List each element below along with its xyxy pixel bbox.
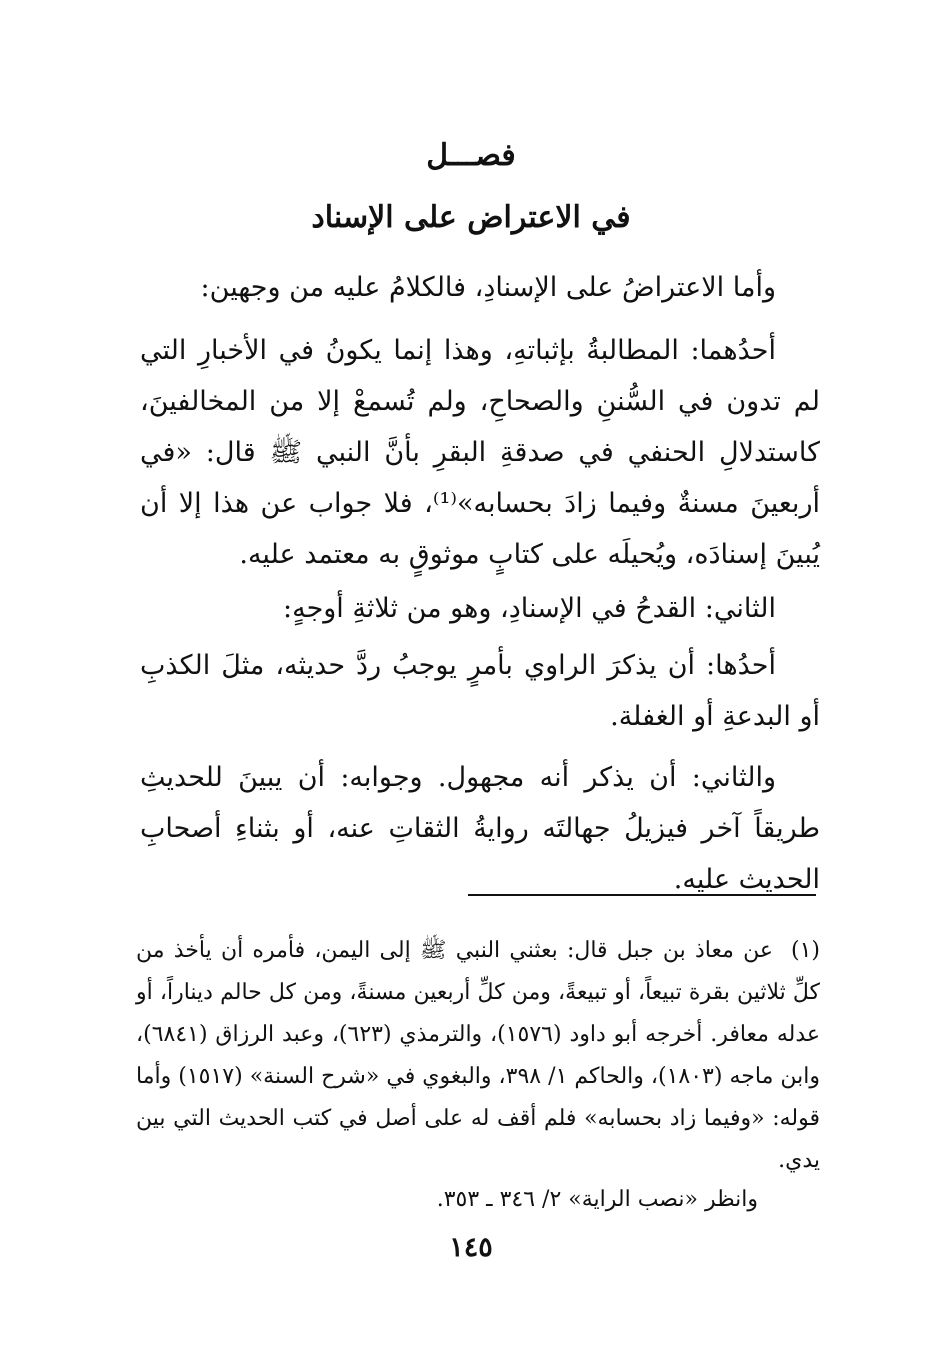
footnote-divider xyxy=(468,894,816,896)
section-heading: في الاعتراض على الإسناد xyxy=(311,200,631,235)
footnote-see-also: وانظر «نصب الراية» ٢/ ٣٤٦ ـ ٣٥٣. xyxy=(436,1187,758,1212)
chapter-heading: فصـــل xyxy=(426,138,516,173)
paragraph-first-aspect: أحدُهما: المطالبةُ بإثباتهِ، وهذا إنما يكونُ في الأخبارِ التي لم تدون في السُّننِ والصحاحِ، ولم تُسمعْ إلا من المخالفينَ، كاستدلالِ الحنفي في صدقةِ البقرِ بأنَّ النبي ﷺ قال: «في أربعينَ مسنةٌ وفيما زادَ بحسابه»⁽¹⁾، فلا جواب عن هذا إلا أن يُبينَ إسنادَه، ويُحيلَه على كتابٍ موثوقٍ به معتمد عليه. xyxy=(140,335,820,570)
paragraph-intro: وأما الاعتراضُ على الإسنادِ، فالكلامُ عليه من وجهين: xyxy=(200,272,776,303)
footnote xyxy=(136,930,820,1182)
footnote-text: عن معاذ بن جبل قال: بعثني النبي ﷺ إلى اليمن، فأمره أن يأخذ من كلِّ ثلاثين بقرة تبيعاً، أو تبيعةً، ومن كلِّ أربعين مسنةً، ومن كل حالم ديناراً، أو عدله معافر. أخرجه أبو داود (١٥٧٦)، والترمذي (٦٢٣)، وعبد الرزاق (٦٨٤١)، وابن ماجه (١٨٠٣)، والحاكم ١/ ٣٩٨، والبغوي في «شرح السنة» (١٥١٧) وأما قوله: «وفيما زاد بحسابه» فلم أقف له على أصل في كتب الحديث التي بين يدي. xyxy=(136,938,820,1173)
page-number: ١٤٥ xyxy=(449,1232,493,1263)
paragraph-first-way: أحدُها: أن يذكرَ الراوي بأمرٍ يوجبُ ردَّ حديثه، مثلَ الكذبِ أو البدعةِ أو الغفلة. xyxy=(140,650,820,732)
paragraph-second-aspect: الثاني: القدحُ في الإسنادِ، وهو من ثلاثةِ أوجهٍ: xyxy=(283,593,776,624)
footnote-marker: (١) xyxy=(790,938,820,963)
paragraph-second-way: والثاني: أن يذكر أنه مجهول. وجوابه: أن يبينَ للحديثِ طريقاً آخر فيزيلُ جهالتَه روايةُ الثقاتِ عنه، أو بثناءِ أصحابِ الحديث عليه. xyxy=(140,762,820,895)
